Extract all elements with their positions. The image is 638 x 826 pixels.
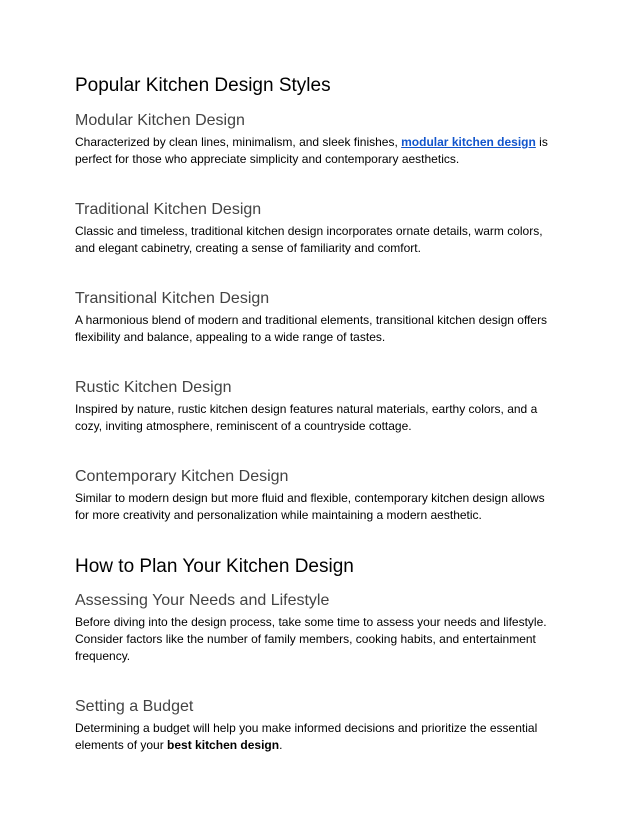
paragraph: Before diving into the design process, take some time to assess your needs and lifestyle. Consider factors like the number of family members, cooking habits, and entertainment frequency. — [75, 615, 547, 663]
modular-kitchen-design-link[interactable]: modular kitchen design — [401, 135, 536, 149]
paragraph-text: Determining a budget will help you make informed decisions and prioritize the essential elements of your — [75, 721, 538, 752]
subsection-transitional — [75, 289, 555, 346]
subsection-modular — [75, 111, 555, 168]
subsection-heading: Assessing Your Needs and Lifestyle — [75, 592, 330, 609]
paragraph: Classic and timeless, traditional kitchen design incorporates ornate details, warm colors, and elegant cabinetry, creating a sense of familiarity and comfort. — [75, 224, 543, 255]
section-title-plan-kitchen: How to Plan Your Kitchen Design — [75, 556, 354, 577]
paragraph — [75, 720, 555, 754]
subsection-heading: Modular Kitchen Design — [75, 112, 245, 129]
subsection-rustic — [75, 378, 555, 435]
paragraph-text: Characterized by clean lines, minimalism, and sleek finishes, — [75, 135, 402, 149]
bold-keyword: best kitchen design — [167, 738, 280, 752]
paragraph — [75, 134, 555, 168]
paragraph-text: is perfect for those who appreciate simplicity and contemporary aesthetics. — [75, 135, 548, 166]
subsection-heading: Traditional Kitchen Design — [75, 201, 262, 218]
paragraph: Similar to modern design but more fluid and flexible, contemporary kitchen design allows for more creativity and personalization while maintaining a modern aesthetic. — [75, 491, 545, 522]
paragraph: Inspired by nature, rustic kitchen design features natural materials, earthy colors, and a cozy, inviting atmosphere, reminiscent of a countryside cottage. — [75, 402, 538, 433]
subsection-needs-lifestyle — [75, 591, 555, 665]
subsection-heading: Contemporary Kitchen Design — [75, 468, 289, 485]
subsection-heading: Setting a Budget — [75, 698, 194, 715]
subsection-contemporary — [75, 467, 555, 524]
section-title-popular-styles: Popular Kitchen Design Styles — [75, 75, 331, 96]
paragraph: A harmonious blend of modern and traditional elements, transitional kitchen design offers flexibility and balance, appealing to a wide range of tastes. — [75, 313, 548, 344]
subsection-traditional — [75, 200, 555, 257]
subsection-heading: Rustic Kitchen Design — [75, 379, 232, 396]
subsection-heading: Transitional Kitchen Design — [75, 290, 270, 307]
document-content — [75, 74, 555, 786]
subsection-budget — [75, 697, 555, 754]
paragraph-text: . — [279, 738, 283, 752]
